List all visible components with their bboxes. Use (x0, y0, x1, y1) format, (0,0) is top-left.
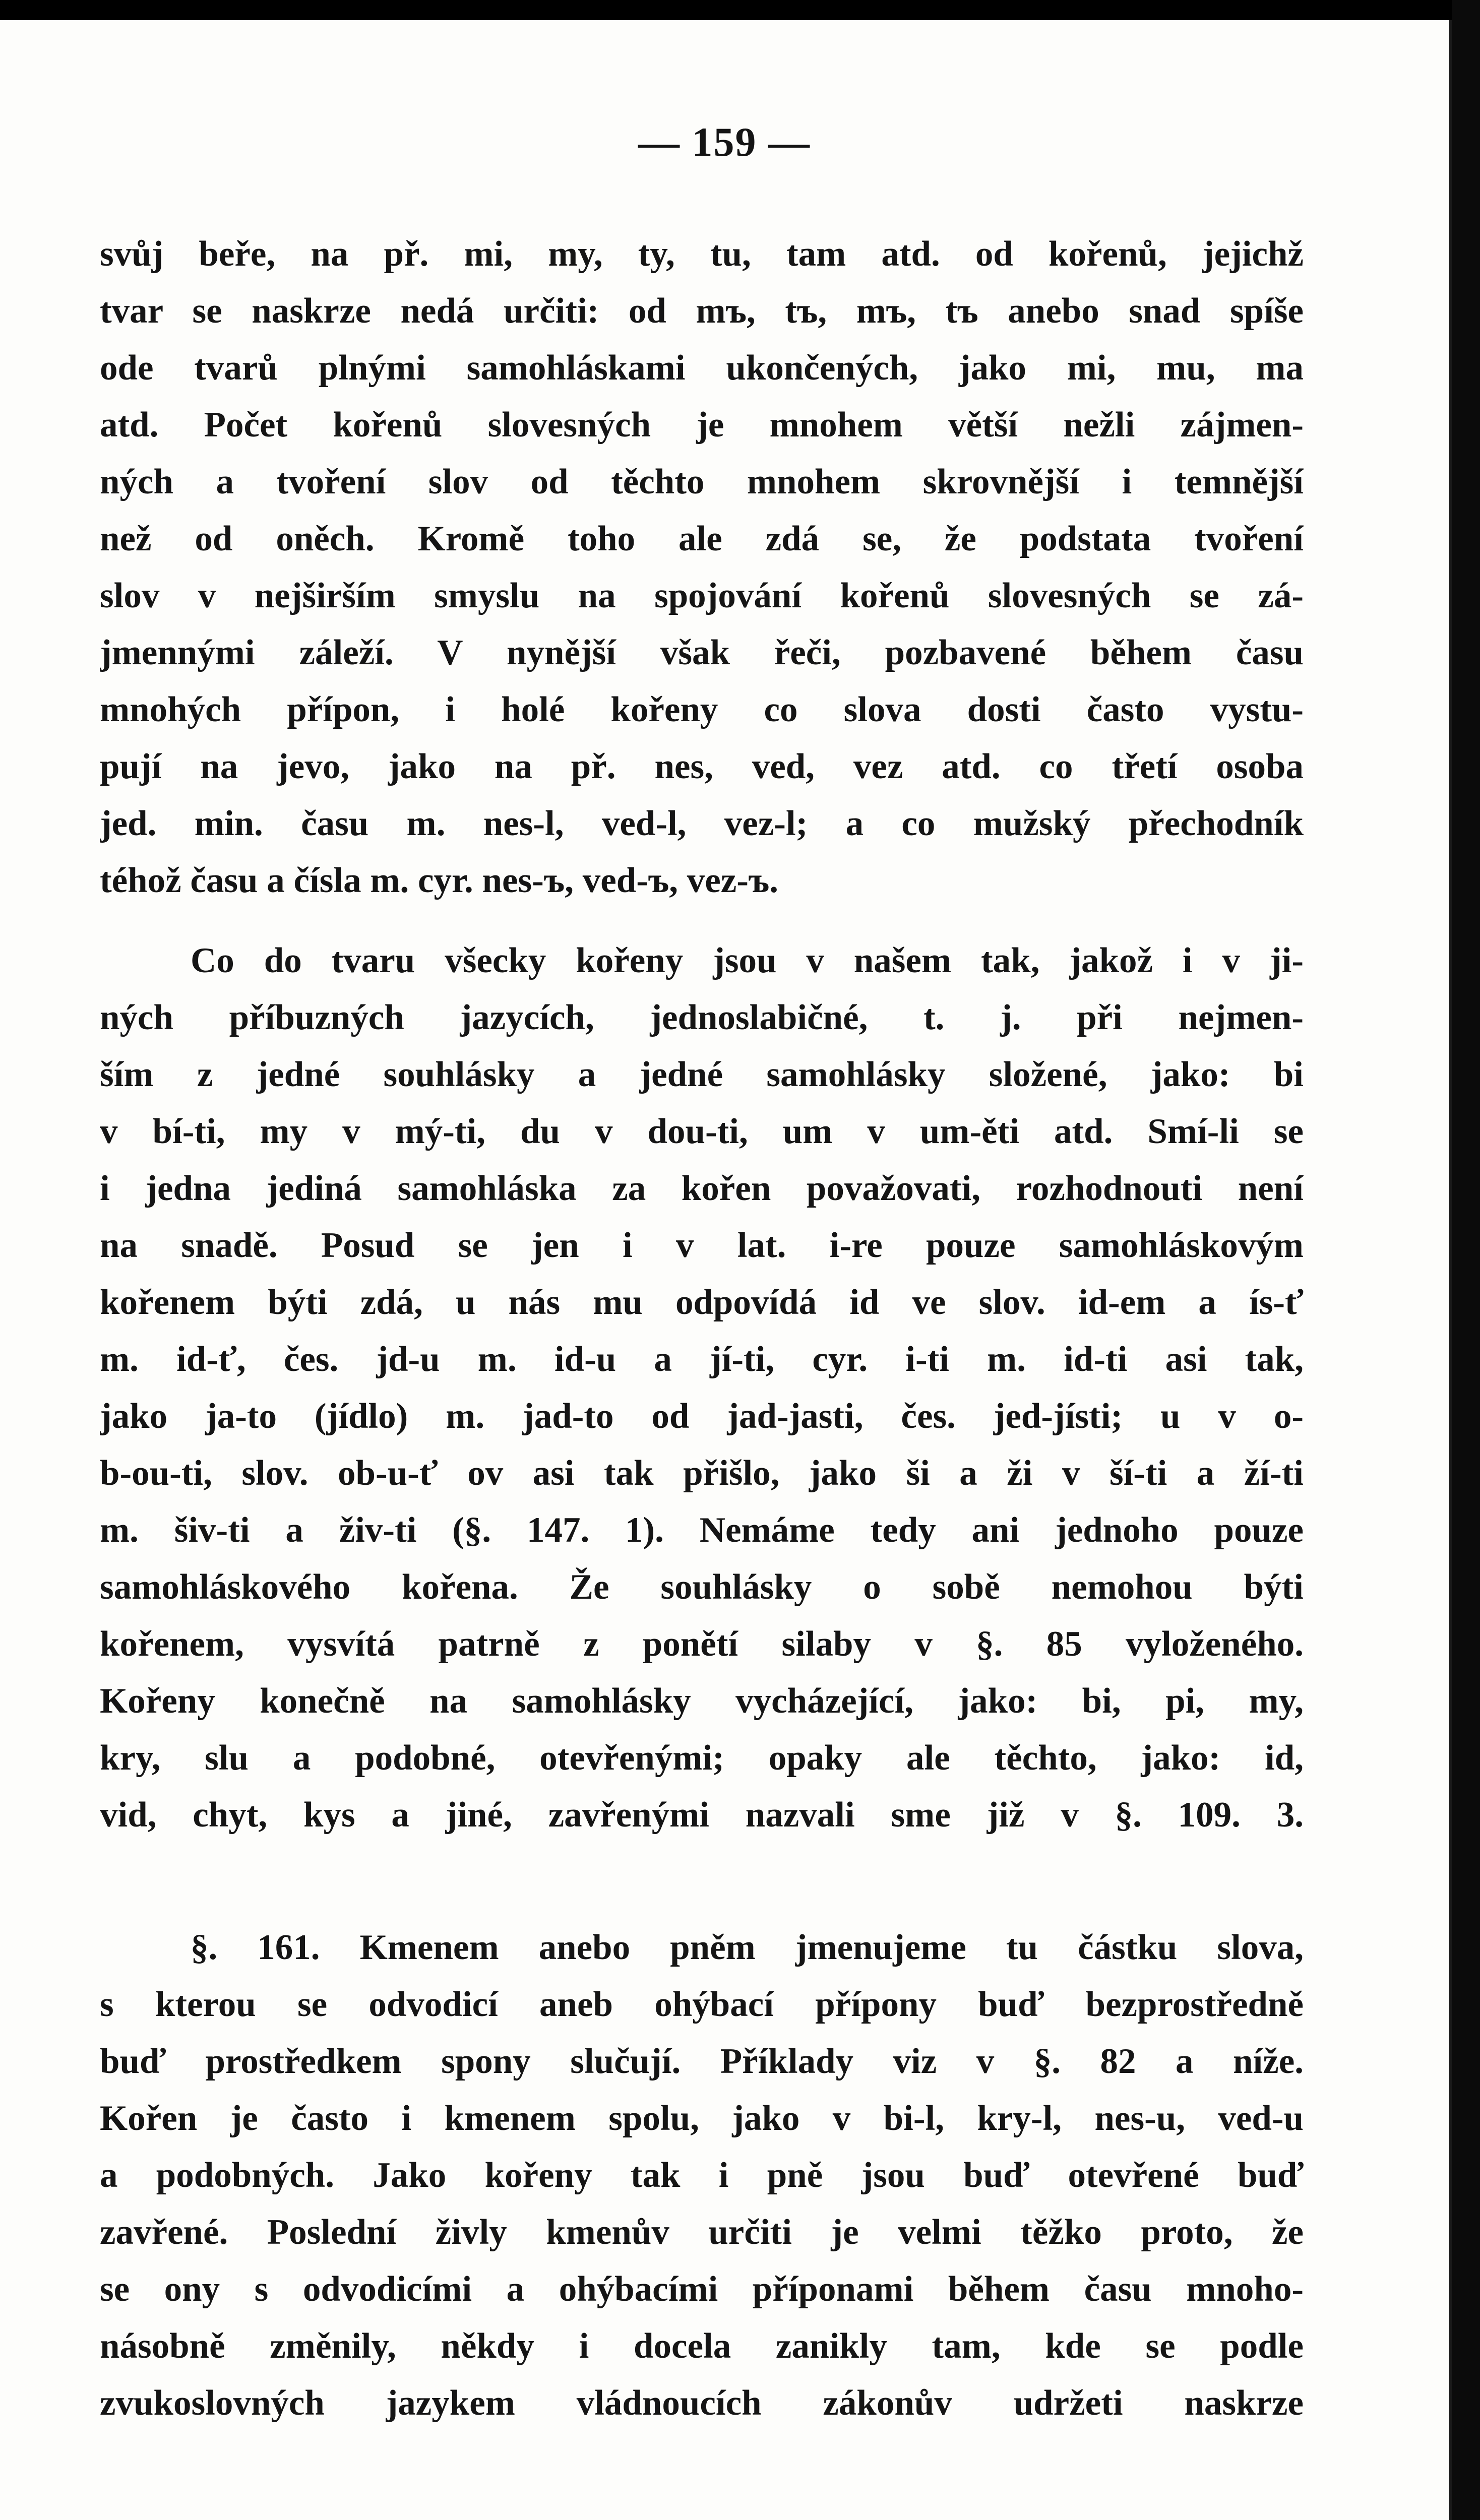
text-line: Co do tvaru všecky kořeny jsou v našem tak, jakož i v ji- (191, 941, 1304, 980)
text-line: samohláskového kořena. Že souhlásky o sobě nemohou býti (100, 1567, 1304, 1607)
text-line: ším z jedné souhlásky a jedné samohlásky složené, jako: bi (100, 1055, 1304, 1094)
text-line: tvar se naskrze nedá určiti: od mъ, tъ, mъ, tъ anebo snad spíše (100, 291, 1304, 331)
text-line: s kterou se odvodicí aneb ohýbací přípony buď bezprostředně (100, 1985, 1304, 2024)
text-line: pují na jevo, jako na př. nes, ved, vez atd. co třetí osoba (100, 747, 1304, 786)
text-line: ode tvarů plnými samohláskami ukončených, jako mi, mu, ma (100, 348, 1304, 388)
text-line: jmennými záleží. V nynější však řeči, pozbavené během času (100, 633, 1304, 672)
text-line: na snadě. Posud se jen i v lat. i-re pouze samohláskovým (100, 1226, 1304, 1265)
text-line: §. 161. Kmenem anebo pněm jmenujeme tu částku slova, (191, 1928, 1304, 1967)
page-number: — 159 — (638, 119, 811, 165)
text-line: svůj beře, na př. mi, my, ty, tu, tam atd. od kořenů, jejichž (100, 234, 1304, 274)
text-line: ných a tvoření slov od těchto mnohem skrovnější i temnější (100, 462, 1304, 501)
text-line: zvukoslovných jazykem vládnoucích zákonův udržeti naskrze (100, 2383, 1304, 2423)
text-line: buď prostředkem spony slučují. Příklady viz v §. 82 a níže. (100, 2042, 1304, 2081)
text-line: i jedna jediná samohláska za kořen považovati, rozhodnouti není (100, 1169, 1304, 1208)
text-line: kry, slu a podobné, otevřenými; opaky ale těchto, jako: id, (100, 1738, 1304, 1778)
paragraph-2 (100, 932, 1304, 1844)
text-line: a podobných. Jako kořeny tak i pně jsou buď otevřené buď (100, 2156, 1304, 2195)
text-line: jako ja-to (jídlo) m. jad-to od jad-jasti, čes. jed-jísti; u v o- (100, 1397, 1304, 1436)
text-line: kořenem, vysvítá patrně z ponětí silaby v §. 85 vyloženého. (100, 1624, 1304, 1664)
text-line: jed. min. času m. nes-l, ved-l, vez-l; a co mužský přechodník (100, 804, 1304, 843)
text-line: Kořeny konečně na samohlásky vycházející, jako: bi, pi, my, (100, 1681, 1304, 1721)
text-line: téhož času a čísla m. cyr. nes-ъ, ved-ъ, vez-ъ. (100, 861, 779, 900)
book-page (0, 20, 1452, 2520)
paragraph-3 (100, 1919, 1304, 2432)
text-line: zavřené. Poslední živly kmenův určiti je velmi těžko proto, že (100, 2213, 1304, 2252)
text-line: než od oněch. Kromě toho ale zdá se, že podstata tvoření (100, 519, 1304, 558)
text-line: ných příbuzných jazycích, jednoslabičné, t. j. při nejmen- (100, 998, 1304, 1037)
text-line: se ony s odvodicími a ohýbacími příponami během času mnoho- (100, 2270, 1304, 2309)
text-line: atd. Počet kořenů slovesných je mnohem větší nežli zájmen- (100, 405, 1304, 445)
text-line: b-ou-ti, slov. ob-u-ť ov asi tak přišlo, jako ši a ži v ší-ti a ží-ti (100, 1454, 1304, 1493)
text-line: mnohých přípon, i holé kořeny co slova dosti často vystu- (100, 690, 1304, 729)
text-line: kořenem býti zdá, u nás mu odpovídá id ve slov. id-em a ís-ť (100, 1283, 1304, 1322)
book-edge (1452, 0, 1480, 2520)
paragraph-1 (100, 226, 1304, 909)
text-line: slov v nejširším smyslu na spojování kořenů slovesných se zá- (100, 576, 1304, 615)
text-line: v bí-ti, my v mý-ti, du v dou-ti, um v um-ěti atd. Smí-li se (100, 1112, 1304, 1151)
text-line: násobně změnily, někdy i docela zanikly tam, kde se podle (100, 2326, 1304, 2366)
text-line: vid, chyt, kys a jiné, zavřenými nazvali sme již v §. 109. 3. (100, 1795, 1304, 1835)
text-line: Kořen je často i kmenem spolu, jako v bi-l, kry-l, nes-u, ved-u (100, 2099, 1304, 2138)
text-line: m. šiv-ti a živ-ti (§. 147. 1). Nemáme tedy ani jednoho pouze (100, 1510, 1304, 1550)
text-line: m. id-ť, čes. jd-u m. id-u a jí-ti, cyr. i-ti m. id-ti asi tak, (100, 1340, 1304, 1379)
